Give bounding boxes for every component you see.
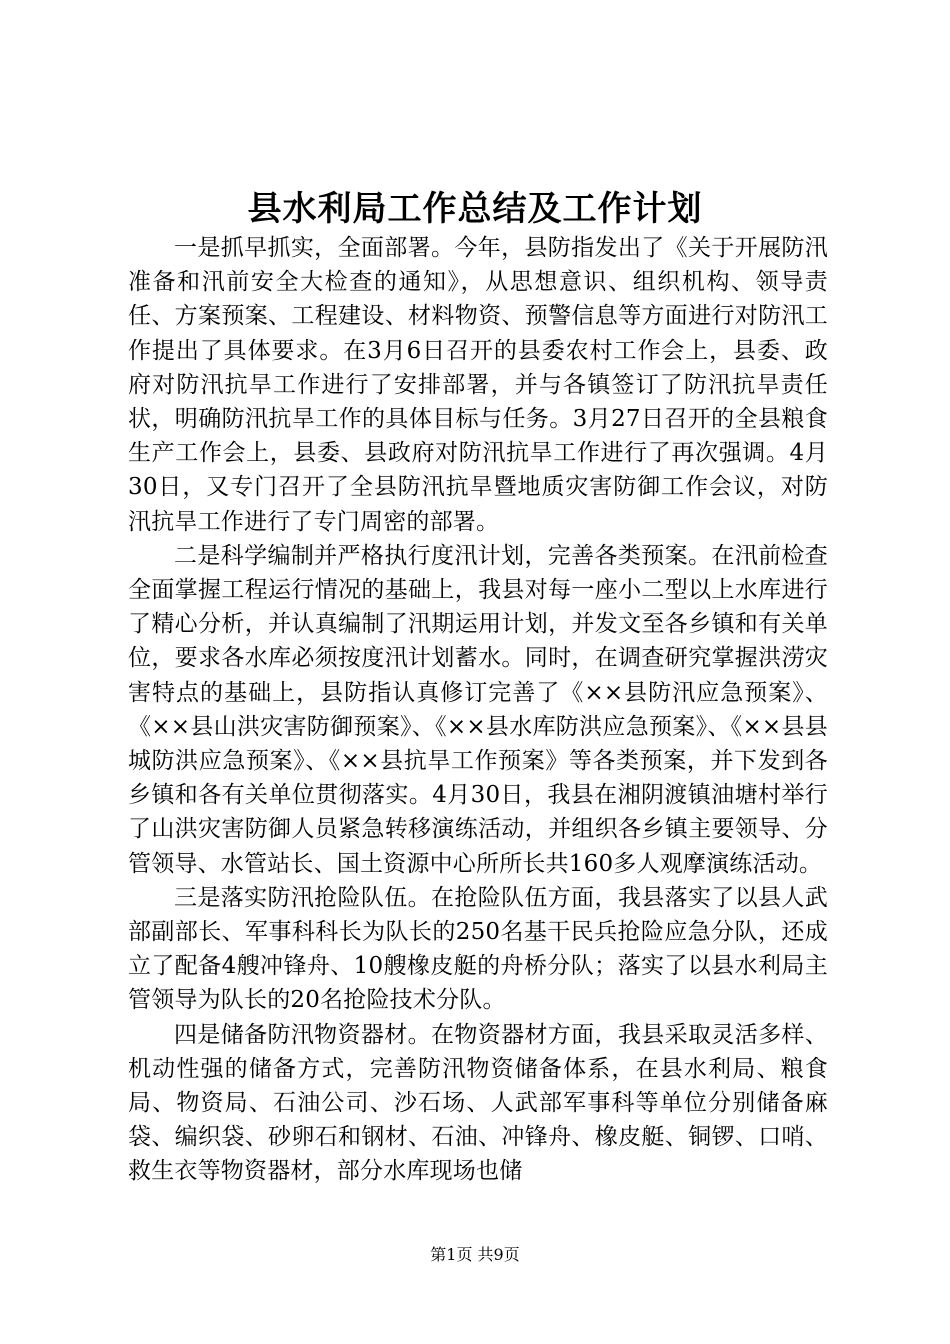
paragraph-4: 四是储备防汛物资器材。在物资器材方面，我县采取灵活多样、机动性强的储备方式，完善防汛物资储备体系，在县水利局、粮食局、物资局、石油公司、沙石场、人武部军事科等单位分别储备麻袋、编织袋、砂卵石和钢材、石油、冲锋舟、橡皮艇、铜锣、口哨、救生衣等物资器材，部分水库现场也储 [128,1021,828,1185]
document-title: 县水利局工作总结及工作计划 [247,189,703,229]
document-body [128,231,828,1189]
paragraph-3: 三是落实防汛抢险队伍。在抢险队伍方面，我县落实了以县人武部副部长、军事科科长为队长的250名基干民兵抢险应急分队，还成立了配备4艘冲锋舟、10艘橡皮艇的舟桥分队；落实了以县水利局主管领导为队长的20名抢险技术分队。 [128,884,828,1014]
paragraph-1: 一是抓早抓实，全面部署。今年，县防指发出了《关于开展防汛准备和汛前安全大检查的通知》，从思想意识、组织机构、领导责任、方案预案、工程建设、材料物资、预警信息等方面进行对防汛工作提出了具体要求。在3月6日召开的县委农村工作会上，县委、政府对防汛抗旱工作进行了安排部署，并与各镇签订了防汛抗旱责任状，明确防汛抗旱工作的具体目标与任务。3月27日召开的全县粮食生产工作会上，县委、县政府对防汛抗旱工作进行了再次强调。4月30日，又专门召开了全县防汛抗旱暨地质灾害防御工作会议，对防汛抗旱工作进行了专门周密的部署。 [128,235,828,535]
page-footer: 第1页 共9页 [430,1245,520,1264]
paragraph-2: 二是科学编制并严格执行度汛计划，完善各类预案。在汛前检查全面掌握工程运行情况的基础上，我县对每一座小二型以上水库进行了精心分析，并认真编制了汛期运用计划，并发文至各乡镇和有关单位，要求各水库必须按度汛计划蓄水。同时，在调查研究掌握洪涝灾害特点的基础上，县防指认真修订完善了《××县防汛应急预案》、《××县山洪灾害防御预案》、《××县水库防洪应急预案》、《××县县城防洪应急预案》、《××县抗旱工作预案》等各类预案，并下发到各乡镇和各有关单位贯彻落实。4月30日，我县在湘阴渡镇油塘村举行了山洪灾害防御人员紧急转移演练活动，并组织各乡镇主要领导、分管领导、水管站长、国土资源中心所所长共160多人观摩演练活动。 [128,542,828,877]
